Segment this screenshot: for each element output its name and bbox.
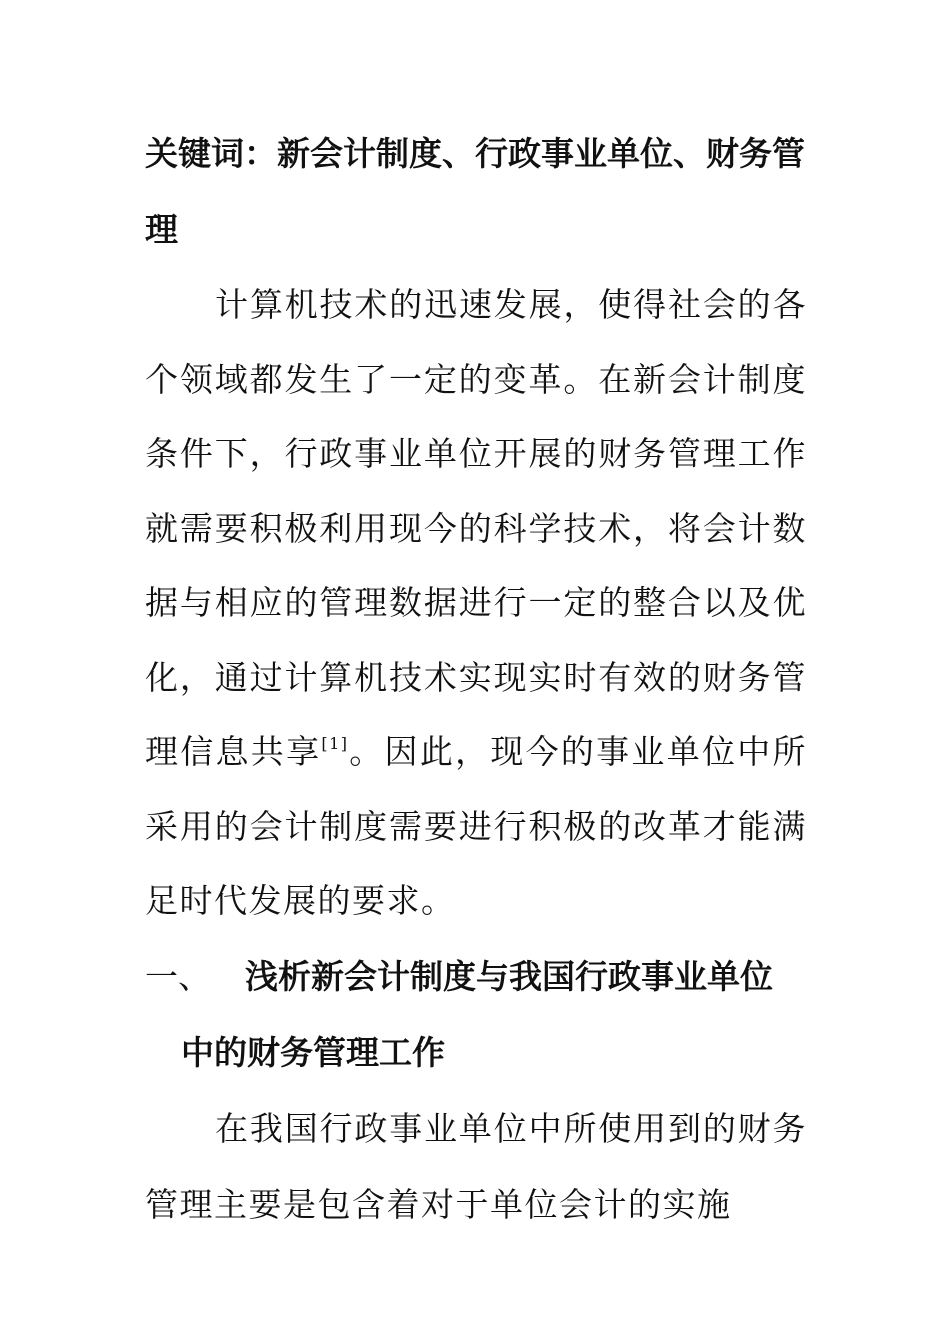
keywords-text: 新会计制度、行政事业单位、财务管理 (145, 134, 805, 249)
section-number: 一、 (145, 956, 211, 996)
section-title-line1: 浅析新会计制度与我国行政事业单位 (245, 956, 773, 996)
section-paragraph: 在我国行政事业单位中所使用到的财务管理主要是包含着对于单位会计的实施 (145, 1108, 807, 1224)
intro-text-before-ref: 计算机技术的迅速发展，使得社会的各个领域都发生了一定的变革。在新会计制度条件下，行政事业单位开展的财务管理工作就需要积极利用现今的科学技术，将会计数据与相应的管理数据进行一定的整合以及优化，通过计算机技术实现实时有效的财务管理信息共享 (145, 285, 807, 771)
keywords-line (145, 116, 807, 268)
section-title-line2: 中的财务管理工作 (181, 1032, 445, 1072)
intro-text-after-ref: 。因此，现今的事业单位中所采用的会计制度需要进行积极的改革才能满足时代发展的要求。 (145, 732, 808, 920)
keywords-label: 关键词： (145, 134, 277, 173)
section-heading (145, 939, 807, 1091)
intro-paragraph (145, 268, 807, 939)
citation-ref: [1] (321, 734, 349, 753)
document-page (145, 116, 807, 1243)
